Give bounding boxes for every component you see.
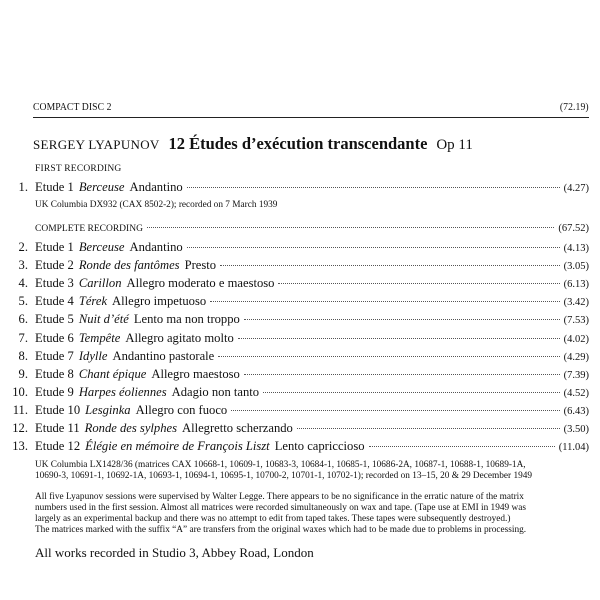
first-recording-note [35,200,595,211]
header-rule [33,117,589,118]
first-recording-matrix: UK Columbia DX932 (CAX 8502-2); recorded on 7 March 1939 [35,200,278,210]
track-row [0,312,600,330]
dot-leader [220,265,560,266]
disc-total-duration: (72.19) [559,102,589,113]
etude-nickname: Tempête [78,330,121,345]
track-duration: (7.53) [563,315,589,327]
track-number: 6. [18,312,28,327]
track-number: 12. [12,421,28,435]
track-duration: (3.42) [563,297,589,309]
track-row [0,439,600,457]
studio-footer: All works recorded in Studio 3, Abbey Road, London [35,545,314,560]
tempo-marking: Adagio non tanto [171,384,260,399]
track-number: 7. [18,330,28,345]
dot-leader [231,410,559,411]
track-number: 10. [12,384,28,399]
complete-recording-header [35,223,589,237]
etude-nickname: Élégie en mémoire de François Liszt [85,439,270,454]
tempo-marking: Allegro con fuoco [135,402,228,417]
etude-number: Etude 10 [35,402,81,417]
track-row [0,258,600,276]
work-name: 12 Études d’exécution transcendante [168,134,428,153]
track-duration: (3.50) [563,424,589,435]
track-duration: (4.02) [563,333,589,345]
track-row [0,421,600,439]
etude-nickname: Carillon [78,276,122,291]
track-number: 3. [18,258,28,273]
matrix-note-line: UK Columbia LX1428/36 (matrices CAX 10668-1, 10609-1, 10683-3, 10684-1, 10685-1, 10686-2A, 10687-1, 10688-1, 10689-1A, [35,460,526,470]
etude-number: Etude 6 [35,330,74,345]
etude-number: Etude 5 [35,312,74,327]
dot-leader [210,301,559,302]
tempo-marking: Presto [184,258,217,273]
etude-number: Etude 4 [35,294,74,309]
track-duration: (6.43) [563,405,589,417]
complete-recording-total: (67.52) [558,223,589,234]
track-row [0,294,600,312]
dot-leader [244,374,560,375]
etude-number: Etude 1 [35,180,74,194]
etude-number: Etude 8 [35,366,74,381]
tempo-marking: Andantino [129,180,183,194]
dot-leader [218,356,559,357]
etude-nickname: Lesginka [85,402,131,417]
session-note-line: The matrices marked with the suffix “A” are transfers from the original waxes which had to be made due to problems in processing. [35,525,527,535]
matrix-note-line: 10690-3, 10691-1, 10692-1A, 10693-1, 10694-1, 10695-1, 10700-2, 10701-1, 10702-1); recorded on 13–15, 20 & 29 December 1949 [35,471,533,481]
matrix-note [35,460,595,482]
tempo-marking: Allegro agitato molto [125,330,234,345]
track-duration: (11.04) [558,442,589,454]
tempo-marking: Andantino pastorale [112,348,215,363]
track-duration: (4.27) [563,183,589,194]
etude-nickname: Térek [78,294,108,309]
tempo-marking: Andantino [129,240,183,254]
track-duration: (4.29) [563,351,589,363]
track-number: 4. [18,276,28,291]
complete-recording-label: COMPLETE RECORDING [35,224,143,234]
etude-number: Etude 11 [35,421,80,435]
etude-number: Etude 2 [35,258,74,273]
disc-header [33,102,589,113]
dot-leader [187,187,560,188]
etude-nickname: Ronde des sylphes [84,421,177,435]
track-number: 11. [12,402,28,417]
dot-leader [187,247,560,248]
track-row [0,367,600,385]
track-duration: (4.13) [563,243,589,254]
track-row [0,180,600,198]
etude-number: Etude 3 [35,276,74,291]
dot-leader [244,319,560,320]
track-row [0,349,600,367]
session-notes [35,492,595,536]
track-duration: (7.39) [563,369,589,381]
track-number: 1. [18,180,28,194]
track-number: 13. [12,439,28,454]
track-duration: (4.52) [563,387,589,399]
etude-number: Etude 9 [35,384,74,399]
work-title [33,134,473,154]
tempo-marking: Allegro maestoso [151,366,240,381]
opus-number: Op 11 [436,137,473,153]
track-number: 8. [18,348,28,363]
etude-nickname: Nuit d’été [78,312,129,327]
first-recording-label: FIRST RECORDING [35,164,122,174]
track-number: 9. [18,366,28,381]
tempo-marking: Allegro moderato e maestoso [126,276,275,291]
track-number: 5. [18,294,28,309]
track-duration: (6.13) [563,279,589,291]
etude-nickname: Ronde des fantômes [78,258,180,273]
dot-leader [147,227,554,228]
track-number: 2. [18,240,28,254]
track-row [0,331,600,349]
session-note-line: largely as an experimental backup and there was no attempt to edit from taped takes. These tapes were subsequently destroyed.) [35,514,511,524]
etude-number: Etude 12 [35,439,81,454]
etude-nickname: Berceuse [78,180,125,194]
etude-nickname: Harpes éoliennes [78,384,167,399]
track-row [0,276,600,294]
session-note-line: All five Lyapunov sessions were supervised by Walter Legge. There appears to be no significance in the erratic nature of the matrix [35,492,524,502]
dot-leader [238,338,560,339]
track-row [0,385,600,403]
dot-leader [297,428,560,429]
dot-leader [263,392,560,393]
dot-leader [369,446,555,447]
track-duration: (3.05) [563,261,589,273]
composer-name: SERGEY LYAPUNOV [33,137,160,152]
etude-number: Etude 7 [35,348,74,363]
etude-nickname: Berceuse [78,240,125,254]
etude-nickname: Idylle [78,348,108,363]
tempo-marking: Lento ma non troppo [133,312,240,327]
tempo-marking: Allegro impetuoso [112,294,207,309]
tempo-marking: Lento capriccioso [274,439,365,454]
disc-label: COMPACT DISC 2 [33,102,112,113]
etude-nickname: Chant épique [78,366,147,381]
dot-leader [278,283,559,284]
etude-number: Etude 1 [35,240,74,254]
tempo-marking: Allegretto scherzando [182,421,293,435]
track-row [0,240,600,258]
track-row [0,403,600,421]
session-note-line: numbers used in the first session. Almost all matrices were recorded simultaneously on wax and tape. (Tape use at EMI in 1949 was [35,503,526,513]
